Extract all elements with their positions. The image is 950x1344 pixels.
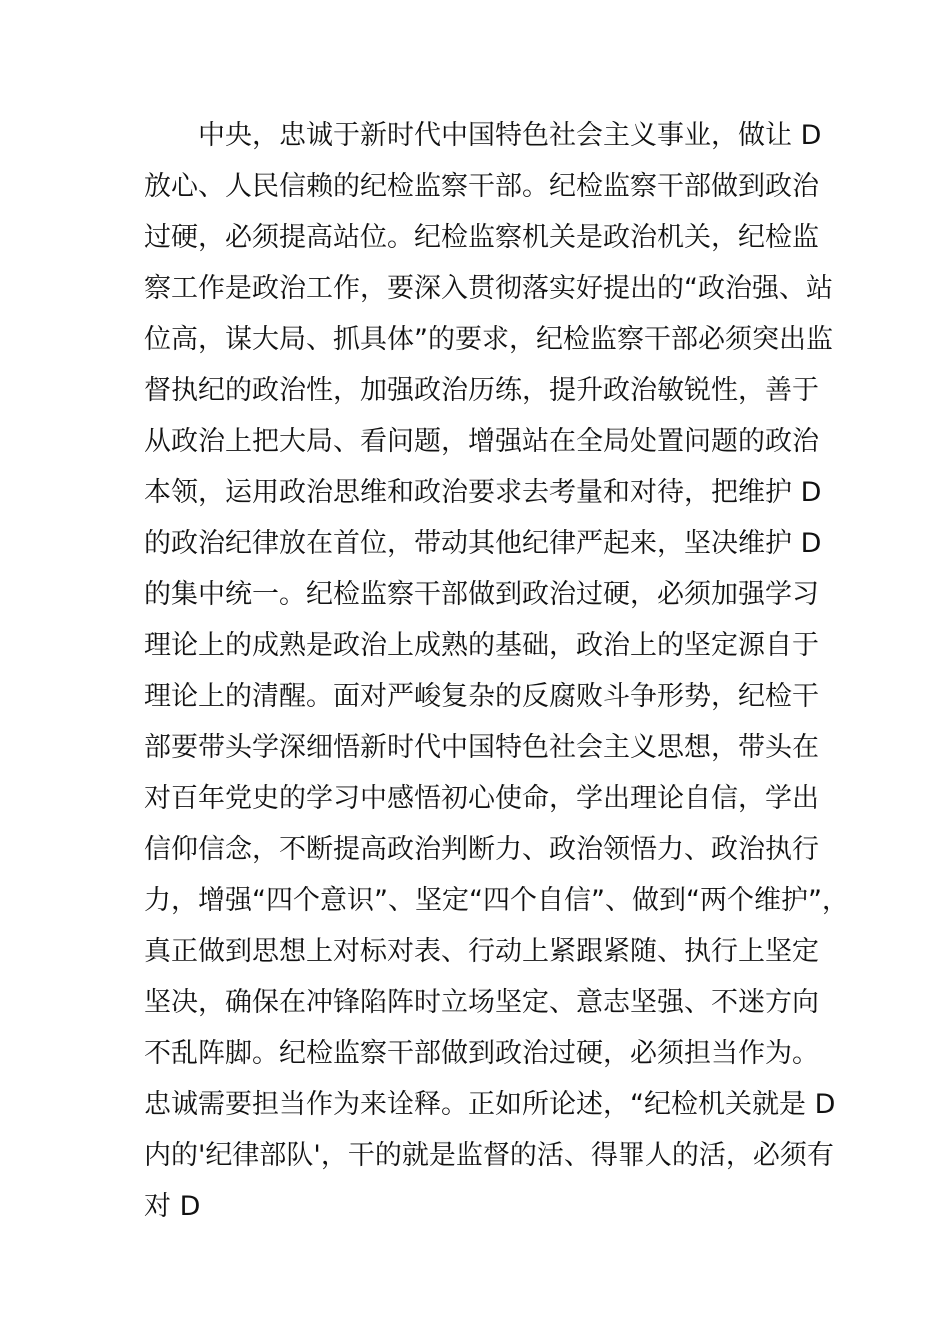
- text-line-5: 位高，谋大局、抓具体”的要求，纪检监察干部必须突出监: [144, 324, 833, 355]
- document-body: [144, 110, 849, 1232]
- text-line-9: 的政治纪律放在首位，带动其他纪律严起来，坚决维护 D: [144, 528, 822, 559]
- text-line-14: 对百年党史的学习中感悟初心使命，学出理论自信，学出: [144, 783, 819, 814]
- text-line-6: 督执纪的政治性，加强政治历练，提升政治敏锐性，善于: [144, 375, 819, 406]
- text-line-7: 从政治上把大局、看问题，增强站在全局处置问题的政治: [144, 426, 819, 457]
- text-line-16: 力，增强“四个意识”、坚定“四个自信”、做到“两个维护”，: [144, 885, 849, 916]
- text-line-15: 信仰信念，不断提高政治判断力、政治领悟力、政治执行: [144, 834, 819, 865]
- text-line-22: 对 D: [144, 1191, 201, 1222]
- text-line-21: 内的'纪律部队'，干的就是监督的活、得罪人的活，必须有: [144, 1140, 834, 1171]
- text-line-3: 过硬，必须提高站位。纪检监察机关是政治机关，纪检监: [144, 222, 819, 253]
- text-line-12: 理论上的清醒。面对严峻复杂的反腐败斗争形势，纪检干: [144, 681, 819, 712]
- text-line-20: 忠诚需要担当作为来诠释。正如所论述，“纪检机关就是 D: [144, 1089, 836, 1120]
- text-line-17: 真正做到思想上对标对表、行动上紧跟紧随、执行上坚定: [144, 936, 819, 967]
- text-line-8: 本领，运用政治思维和政治要求去考量和对待，把维护 D: [144, 477, 822, 508]
- text-line-1: 中央，忠诚于新时代中国特色社会主义事业，做让 D: [198, 120, 822, 151]
- text-line-13: 部要带头学深细悟新时代中国特色社会主义思想，带头在: [144, 732, 819, 763]
- text-line-2: 放心、人民信赖的纪检监察干部。纪检监察干部做到政治: [144, 171, 819, 202]
- text-line-19: 不乱阵脚。纪检监察干部做到政治过硬，必须担当作为。: [144, 1038, 819, 1069]
- text-line-4: 察工作是政治工作，要深入贯彻落实好提出的“政治强、站: [144, 273, 833, 304]
- text-line-18: 坚决，确保在冲锋陷阵时立场坚定、意志坚强、不迷方向: [144, 987, 819, 1018]
- text-line-10: 的集中统一。纪检监察干部做到政治过硬，必须加强学习: [144, 579, 819, 610]
- text-line-11: 理论上的成熟是政治上成熟的基础，政治上的坚定源自于: [144, 630, 819, 661]
